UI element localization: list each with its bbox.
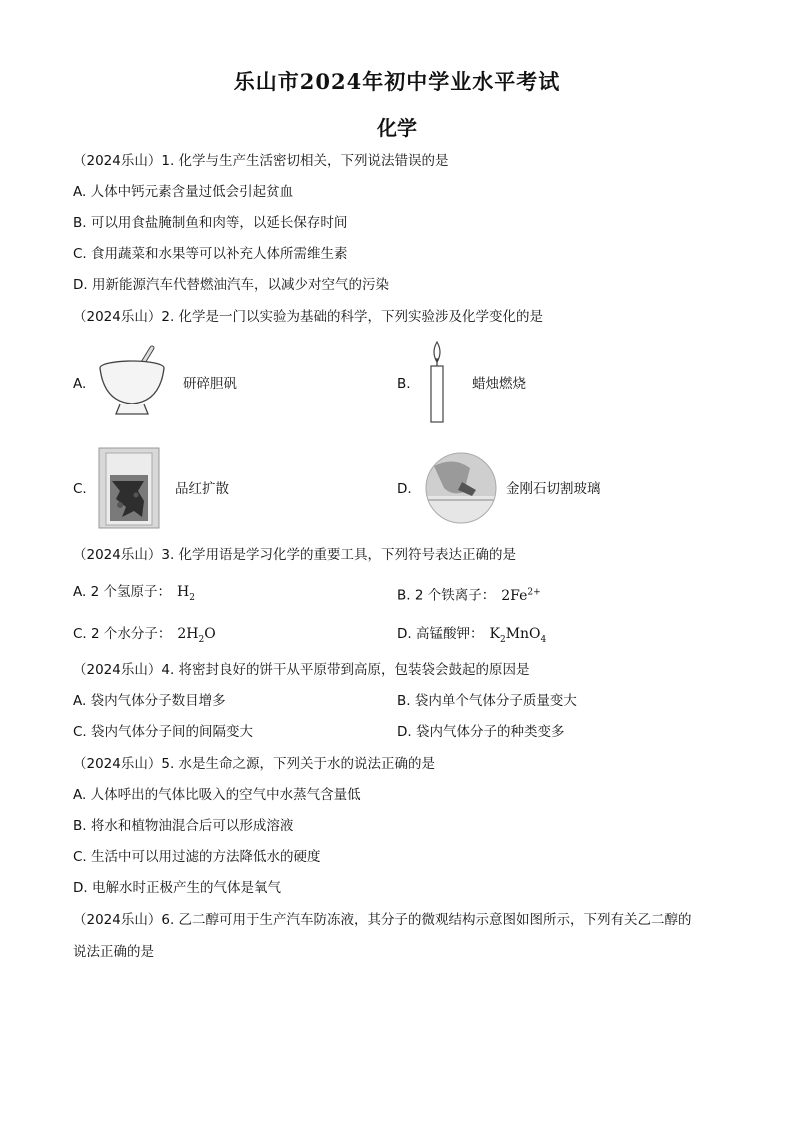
q3-option-d bbox=[397, 625, 546, 649]
q2-option-a-letter: A. bbox=[73, 376, 87, 392]
q3-option-a bbox=[73, 583, 195, 607]
q4-stem: （2024乐山）4. 将密封良好的饼干从平原带到高原，包装袋会鼓起的原因是 bbox=[73, 662, 530, 678]
q2-option-a-caption: 研碎胆矾 bbox=[183, 376, 237, 392]
q5-stem: （2024乐山）5. 水是生命之源，下列关于水的说法正确的是 bbox=[73, 756, 436, 772]
q2-option-b-letter: B. bbox=[397, 376, 411, 392]
q6-stem-line1: （2024乐山）6. 乙二醇可用于生产汽车防冻液，其分子的微观结构示意图如图所示，下列有关乙二醇的 bbox=[73, 912, 692, 928]
q1-option-a: A. 人体中钙元素含量过低会引起贫血 bbox=[73, 184, 294, 200]
q3-option-b bbox=[397, 583, 541, 605]
q3-option-c-label: C. 2 个水分子： bbox=[73, 626, 172, 642]
q5-option-a: A. 人体呼出的气体比吸入的空气中水蒸气含量低 bbox=[73, 787, 361, 803]
q3-option-d-formula: $K_2MnO_4$ bbox=[489, 626, 547, 645]
q3-option-b-formula: $2Fe^{2+}$ bbox=[501, 587, 541, 604]
q4-option-d: D. 袋内气体分子的种类变多 bbox=[397, 724, 565, 740]
q3-option-c-formula: $2H_2O$ bbox=[177, 626, 216, 645]
mortar-pestle-icon bbox=[96, 344, 172, 420]
q5-option-d: D. 电解水时正极产生的气体是氧气 bbox=[73, 880, 281, 896]
q2-option-c-letter: C. bbox=[73, 481, 87, 497]
q2-stem: （2024乐山）2. 化学是一门以实验为基础的科学，下列实验涉及化学变化的是 bbox=[73, 309, 544, 325]
q2-option-c-caption: 品红扩散 bbox=[175, 481, 229, 497]
exam-title: 乐山市2024年初中学业水平考试 bbox=[233, 69, 561, 94]
q4-option-a: A. 袋内气体分子数目增多 bbox=[73, 693, 226, 709]
q2-option-d-caption: 金刚石切割玻璃 bbox=[506, 481, 601, 497]
q1-stem: （2024乐山）1. 化学与生产生活密切相关，下列说法错误的是 bbox=[73, 153, 449, 169]
q1-option-c: C. 食用蔬菜和水果等可以补充人体所需维生素 bbox=[73, 246, 348, 262]
q6-stem-line2: 说法正确的是 bbox=[73, 944, 154, 960]
q5-option-b: B. 将水和植物油混合后可以形成溶液 bbox=[73, 818, 294, 834]
beaker-photo-icon bbox=[98, 447, 160, 529]
q5-option-c: C. 生活中可以用过滤的方法降低水的硬度 bbox=[73, 849, 321, 865]
q3-option-a-label: A. 2 个氢原子： bbox=[73, 584, 171, 600]
candle-icon bbox=[424, 340, 450, 426]
diamond-cutting-glass-icon bbox=[424, 452, 498, 524]
q4-option-b: B. 袋内单个气体分子质量变大 bbox=[397, 693, 577, 709]
q1-option-b: B. 可以用食盐腌制鱼和肉等，以延长保存时间 bbox=[73, 215, 348, 231]
q3-option-a-formula: $H_2$ bbox=[176, 584, 195, 603]
q3-option-b-label: B. 2 个铁离子： bbox=[397, 587, 496, 604]
q3-stem: （2024乐山）3. 化学用语是学习化学的重要工具，下列符号表达正确的是 bbox=[73, 547, 517, 563]
q2-option-b-caption: 蜡烛燃烧 bbox=[472, 376, 526, 392]
q1-option-d: D. 用新能源汽车代替燃油汽车，以减少对空气的污染 bbox=[73, 277, 389, 293]
q2-option-d-letter: D. bbox=[397, 481, 412, 497]
q4-option-c: C. 袋内气体分子间的间隔变大 bbox=[73, 724, 254, 740]
q3-option-d-label: D. 高锰酸钾： bbox=[397, 626, 484, 642]
q3-option-c bbox=[73, 625, 216, 649]
subject-title: 化学 bbox=[377, 116, 417, 140]
